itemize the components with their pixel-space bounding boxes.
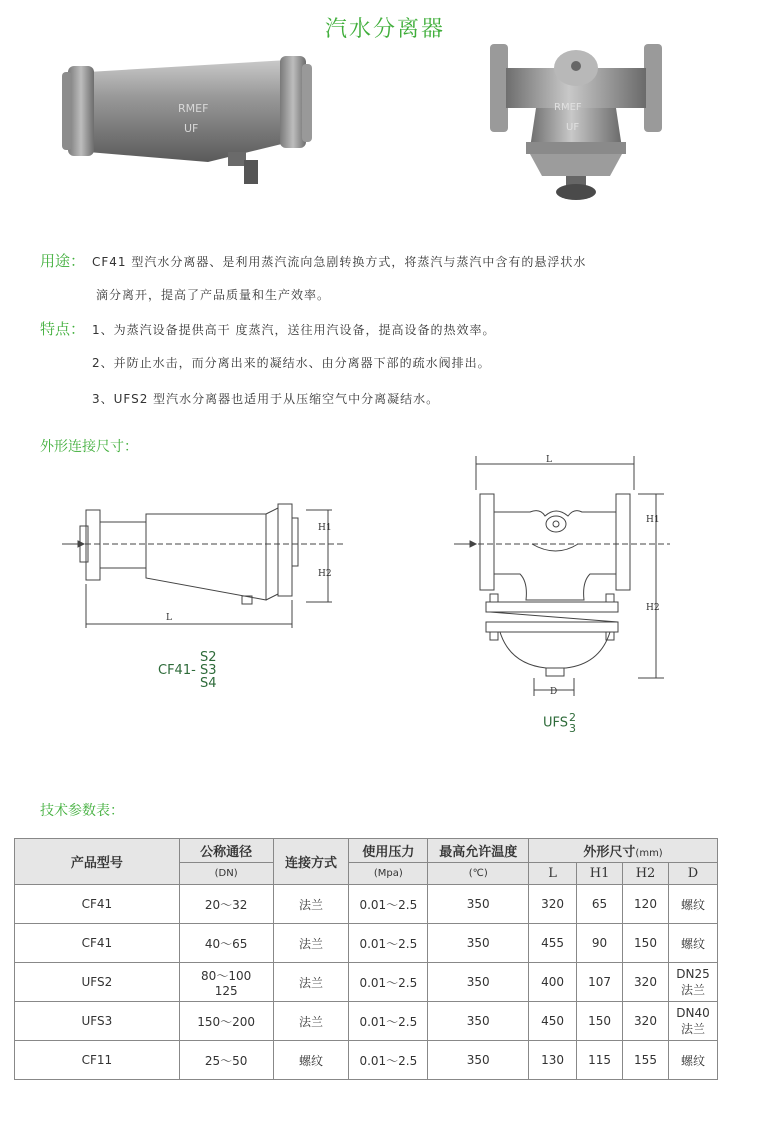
table-row bbox=[15, 963, 718, 1002]
cell-h1: 107 bbox=[577, 963, 623, 1002]
ufs-model-label bbox=[543, 712, 576, 734]
cell-conn: 法兰 bbox=[273, 924, 349, 963]
usage-label: 用途： bbox=[40, 252, 86, 270]
col-dims-header: 外形尺寸(mm) bbox=[529, 839, 718, 863]
cell-l: 130 bbox=[529, 1041, 577, 1080]
cell-dn: 25～50 bbox=[179, 1041, 273, 1080]
cell-model: CF41 bbox=[15, 924, 180, 963]
col-pressure-unit: (Mpa) bbox=[349, 863, 428, 885]
table-row bbox=[15, 1041, 718, 1080]
cell-dn: 150～200 bbox=[179, 1002, 273, 1041]
ufs-dimension-drawing bbox=[450, 450, 690, 700]
col-temp-unit: (℃) bbox=[428, 863, 529, 885]
cf41-model-label bbox=[158, 651, 217, 690]
cell-dn: 40～65 bbox=[179, 924, 273, 963]
col-connection-header: 连接方式 bbox=[273, 839, 349, 885]
ufs-d-label: D bbox=[550, 687, 558, 697]
table-row bbox=[15, 885, 718, 924]
ufs-h1-label: H1 bbox=[646, 515, 660, 525]
cell-h2: 155 bbox=[623, 1041, 669, 1080]
cell-pressure: 0.01～2.5 bbox=[349, 1041, 428, 1080]
dimensions-heading: 外形连接尺寸： bbox=[40, 439, 138, 455]
cell-temp: 350 bbox=[428, 963, 529, 1002]
table-row bbox=[15, 1002, 718, 1041]
cell-h2: 120 bbox=[623, 885, 669, 924]
col-l-header: L bbox=[529, 863, 577, 885]
cf41-model-prefix: CF41- bbox=[158, 663, 196, 678]
usage-line-2: 滴分离开，提高了产品质量和生产效率。 bbox=[96, 288, 331, 302]
cf41-variant-s3: S3 bbox=[199, 663, 217, 678]
cell-model: UFS2 bbox=[15, 963, 180, 1002]
cell-l: 320 bbox=[529, 885, 577, 924]
ufs-variant-3: 3 bbox=[569, 722, 577, 735]
cell-pressure: 0.01～2.5 bbox=[349, 924, 428, 963]
cf41-dimension-drawing bbox=[56, 496, 356, 636]
cf41-variant-s4: S4 bbox=[200, 676, 217, 691]
ufs-model-prefix: UFS bbox=[543, 715, 569, 731]
cell-d: 螺纹 bbox=[668, 885, 717, 924]
cell-h1: 65 bbox=[577, 885, 623, 924]
col-model-header: 产品型号 bbox=[15, 839, 180, 885]
cell-conn: 法兰 bbox=[273, 1002, 349, 1041]
cell-pressure: 0.01～2.5 bbox=[349, 963, 428, 1002]
cf41-code-mark: UF bbox=[184, 122, 199, 135]
cell-h1: 150 bbox=[577, 1002, 623, 1041]
ufs-l-label: L bbox=[546, 455, 552, 465]
cell-temp: 350 bbox=[428, 1041, 529, 1080]
cell-h2: 320 bbox=[623, 1002, 669, 1041]
cell-conn: 法兰 bbox=[273, 963, 349, 1002]
ufs-brand-mark: RMEF bbox=[554, 102, 582, 113]
cell-dn: 20～32 bbox=[179, 885, 273, 924]
spec-table bbox=[14, 838, 718, 1080]
cell-d: DN40 法兰 bbox=[668, 1002, 717, 1041]
col-temp-header: 最高允许温度 bbox=[428, 839, 529, 863]
cf41-brand-mark: RMEF bbox=[178, 102, 209, 115]
cell-l: 455 bbox=[529, 924, 577, 963]
cell-d: DN25 法兰 bbox=[668, 963, 717, 1002]
features-label: 特点： bbox=[40, 320, 86, 338]
cell-pressure: 0.01～2.5 bbox=[349, 1002, 428, 1041]
cell-d: 螺纹 bbox=[668, 1041, 717, 1080]
cell-model: UFS3 bbox=[15, 1002, 180, 1041]
cf41-l-label: L bbox=[166, 613, 172, 623]
cell-h2: 320 bbox=[623, 963, 669, 1002]
cell-h2: 150 bbox=[623, 924, 669, 963]
ufs-product-photo bbox=[486, 38, 666, 206]
cf41-product-photo bbox=[58, 52, 316, 192]
cell-l: 450 bbox=[529, 1002, 577, 1041]
cell-conn: 螺纹 bbox=[273, 1041, 349, 1080]
cell-l: 400 bbox=[529, 963, 577, 1002]
cell-temp: 350 bbox=[428, 1002, 529, 1041]
cf41-h2-label: H2 bbox=[318, 569, 332, 579]
feature-item-3: 3、UFS2 型汽水分离器也适用于从压缩空气中分离凝结水。 bbox=[92, 392, 440, 406]
col-h2-header: H2 bbox=[623, 863, 669, 885]
cell-pressure: 0.01～2.5 bbox=[349, 885, 428, 924]
cell-model: CF41 bbox=[15, 885, 180, 924]
cf41-variant-s2: S2 bbox=[200, 650, 217, 665]
col-d-header: D bbox=[668, 863, 717, 885]
cell-temp: 350 bbox=[428, 924, 529, 963]
cell-temp: 350 bbox=[428, 885, 529, 924]
ufs-h2-label: H2 bbox=[646, 603, 660, 613]
feature-item-1: 1、为蒸汽设备提供高干 度蒸汽，送往用汽设备，提高设备的热效率。 bbox=[92, 323, 496, 337]
col-dn-header: 公称通径 bbox=[179, 839, 273, 863]
col-dn-unit: (DN) bbox=[179, 863, 273, 885]
cell-model: CF11 bbox=[15, 1041, 180, 1080]
ufs-code-mark: UF bbox=[566, 122, 580, 133]
ufs-variant-2: 2 bbox=[569, 711, 577, 724]
table-row bbox=[15, 924, 718, 963]
cf41-h1-label: H1 bbox=[318, 523, 332, 533]
cell-dn: 80～100 125 bbox=[179, 963, 273, 1002]
page-title: 汽水分离器 bbox=[324, 17, 445, 42]
cell-d: 螺纹 bbox=[668, 924, 717, 963]
feature-item-2: 2、并防止水击，而分离出来的凝结水、由分离器下部的疏水阀排出。 bbox=[92, 356, 491, 370]
table-heading: 技术参数表： bbox=[40, 803, 124, 819]
cell-conn: 法兰 bbox=[273, 885, 349, 924]
cell-h1: 90 bbox=[577, 924, 623, 963]
col-pressure-header: 使用压力 bbox=[349, 839, 428, 863]
cell-h1: 115 bbox=[577, 1041, 623, 1080]
usage-line-1: CF41 型汽水分离器、是利用蒸汽流向急剧转换方式，将蒸汽与蒸汽中含有的悬浮状水 bbox=[92, 255, 587, 269]
col-h1-header: H1 bbox=[577, 863, 623, 885]
